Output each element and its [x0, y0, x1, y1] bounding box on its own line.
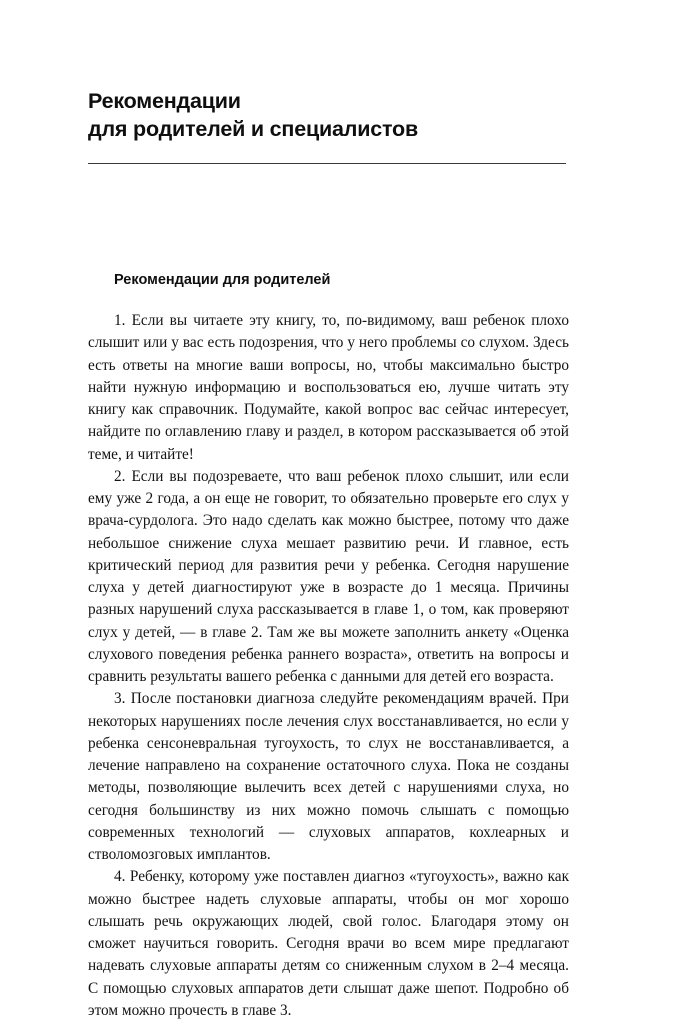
- page-title: [88, 88, 569, 143]
- paragraph: 1. Если вы читаете эту книгу, то, по-видимому, ваш ребенок плохо слышит или у вас есть подозрения, что у него проблемы со слухом. Здесь есть ответы на многие ваши вопросы, но, чтобы максимально быстро найти нужную информацию и воспользоваться ею, лучше читать эту книгу как справочник. Подумайте, какой вопрос вас сейчас интересует, найдите по оглавлению главу и раздел, в котором рассказывается об этой теме, и читайте!: [88, 312, 569, 463]
- section-heading: Рекомендации для родителей: [114, 272, 331, 289]
- page-title-line-1: Рекомендации: [88, 89, 241, 113]
- paragraph: 2. Если вы подозреваете, что ваш ребенок плохо слышит, или если ему уже 2 года, а он еще не говорит, то обязательно проверьте его слух у врача-сурдолога. Это надо сделать как можно быстрее, потому что даже небольшое снижение слуха мешает развитию речи. И главное, есть критический период для развития речи у ребенка. Сегодня нарушение слуха у детей диагностируют уже в возрасте до 1 месяца. Причины разных нарушений слуха рассказывается в главе 1, о том, как проверяют слух у детей, — в главе 2. Там же вы можете заполнить анкету «Оценка слухового поведения ребенка раннего возраста», ответить на вопросы и сравнить результаты вашего ребенка с данными для детей его возраста.: [88, 467, 569, 686]
- paragraph: 3. После постановки диагноза следуйте рекомендациям врачей. При некоторых нарушениях после лечения слух восстанавливается, но если у ребенка сенсоневральная тугоухость, то слух не восстанавливается, а лечение направлено на сохранение остаточного слуха. Пока не созданы методы, позволяющие вылечить всех детей с нарушениями слуха, но сегодня большинству из них можно помочь слышать с помощью современных технологий — слуховых аппаратов, кохлеарных и стволомозговых имплантов.: [88, 690, 569, 864]
- paragraph: 4. Ребенку, которому уже поставлен диагноз «тугоухость», важно как можно быстрее надеть слуховые аппараты, чтобы он мог хорошо слышать речь окружающих людей, свой голос. Благодаря этому он сможет научиться говорить. Сегодня врачи во всем мире предлагают надевать слуховые аппараты детям со сниженным слухом в 2–4 месяца. С помощью слуховых аппаратов дети слышат даже шепот. Подробно об этом можно прочесть в главе 3.: [88, 868, 569, 1019]
- body-text: [88, 310, 569, 1022]
- page-title-line-2: для родителей и специалистов: [88, 116, 418, 141]
